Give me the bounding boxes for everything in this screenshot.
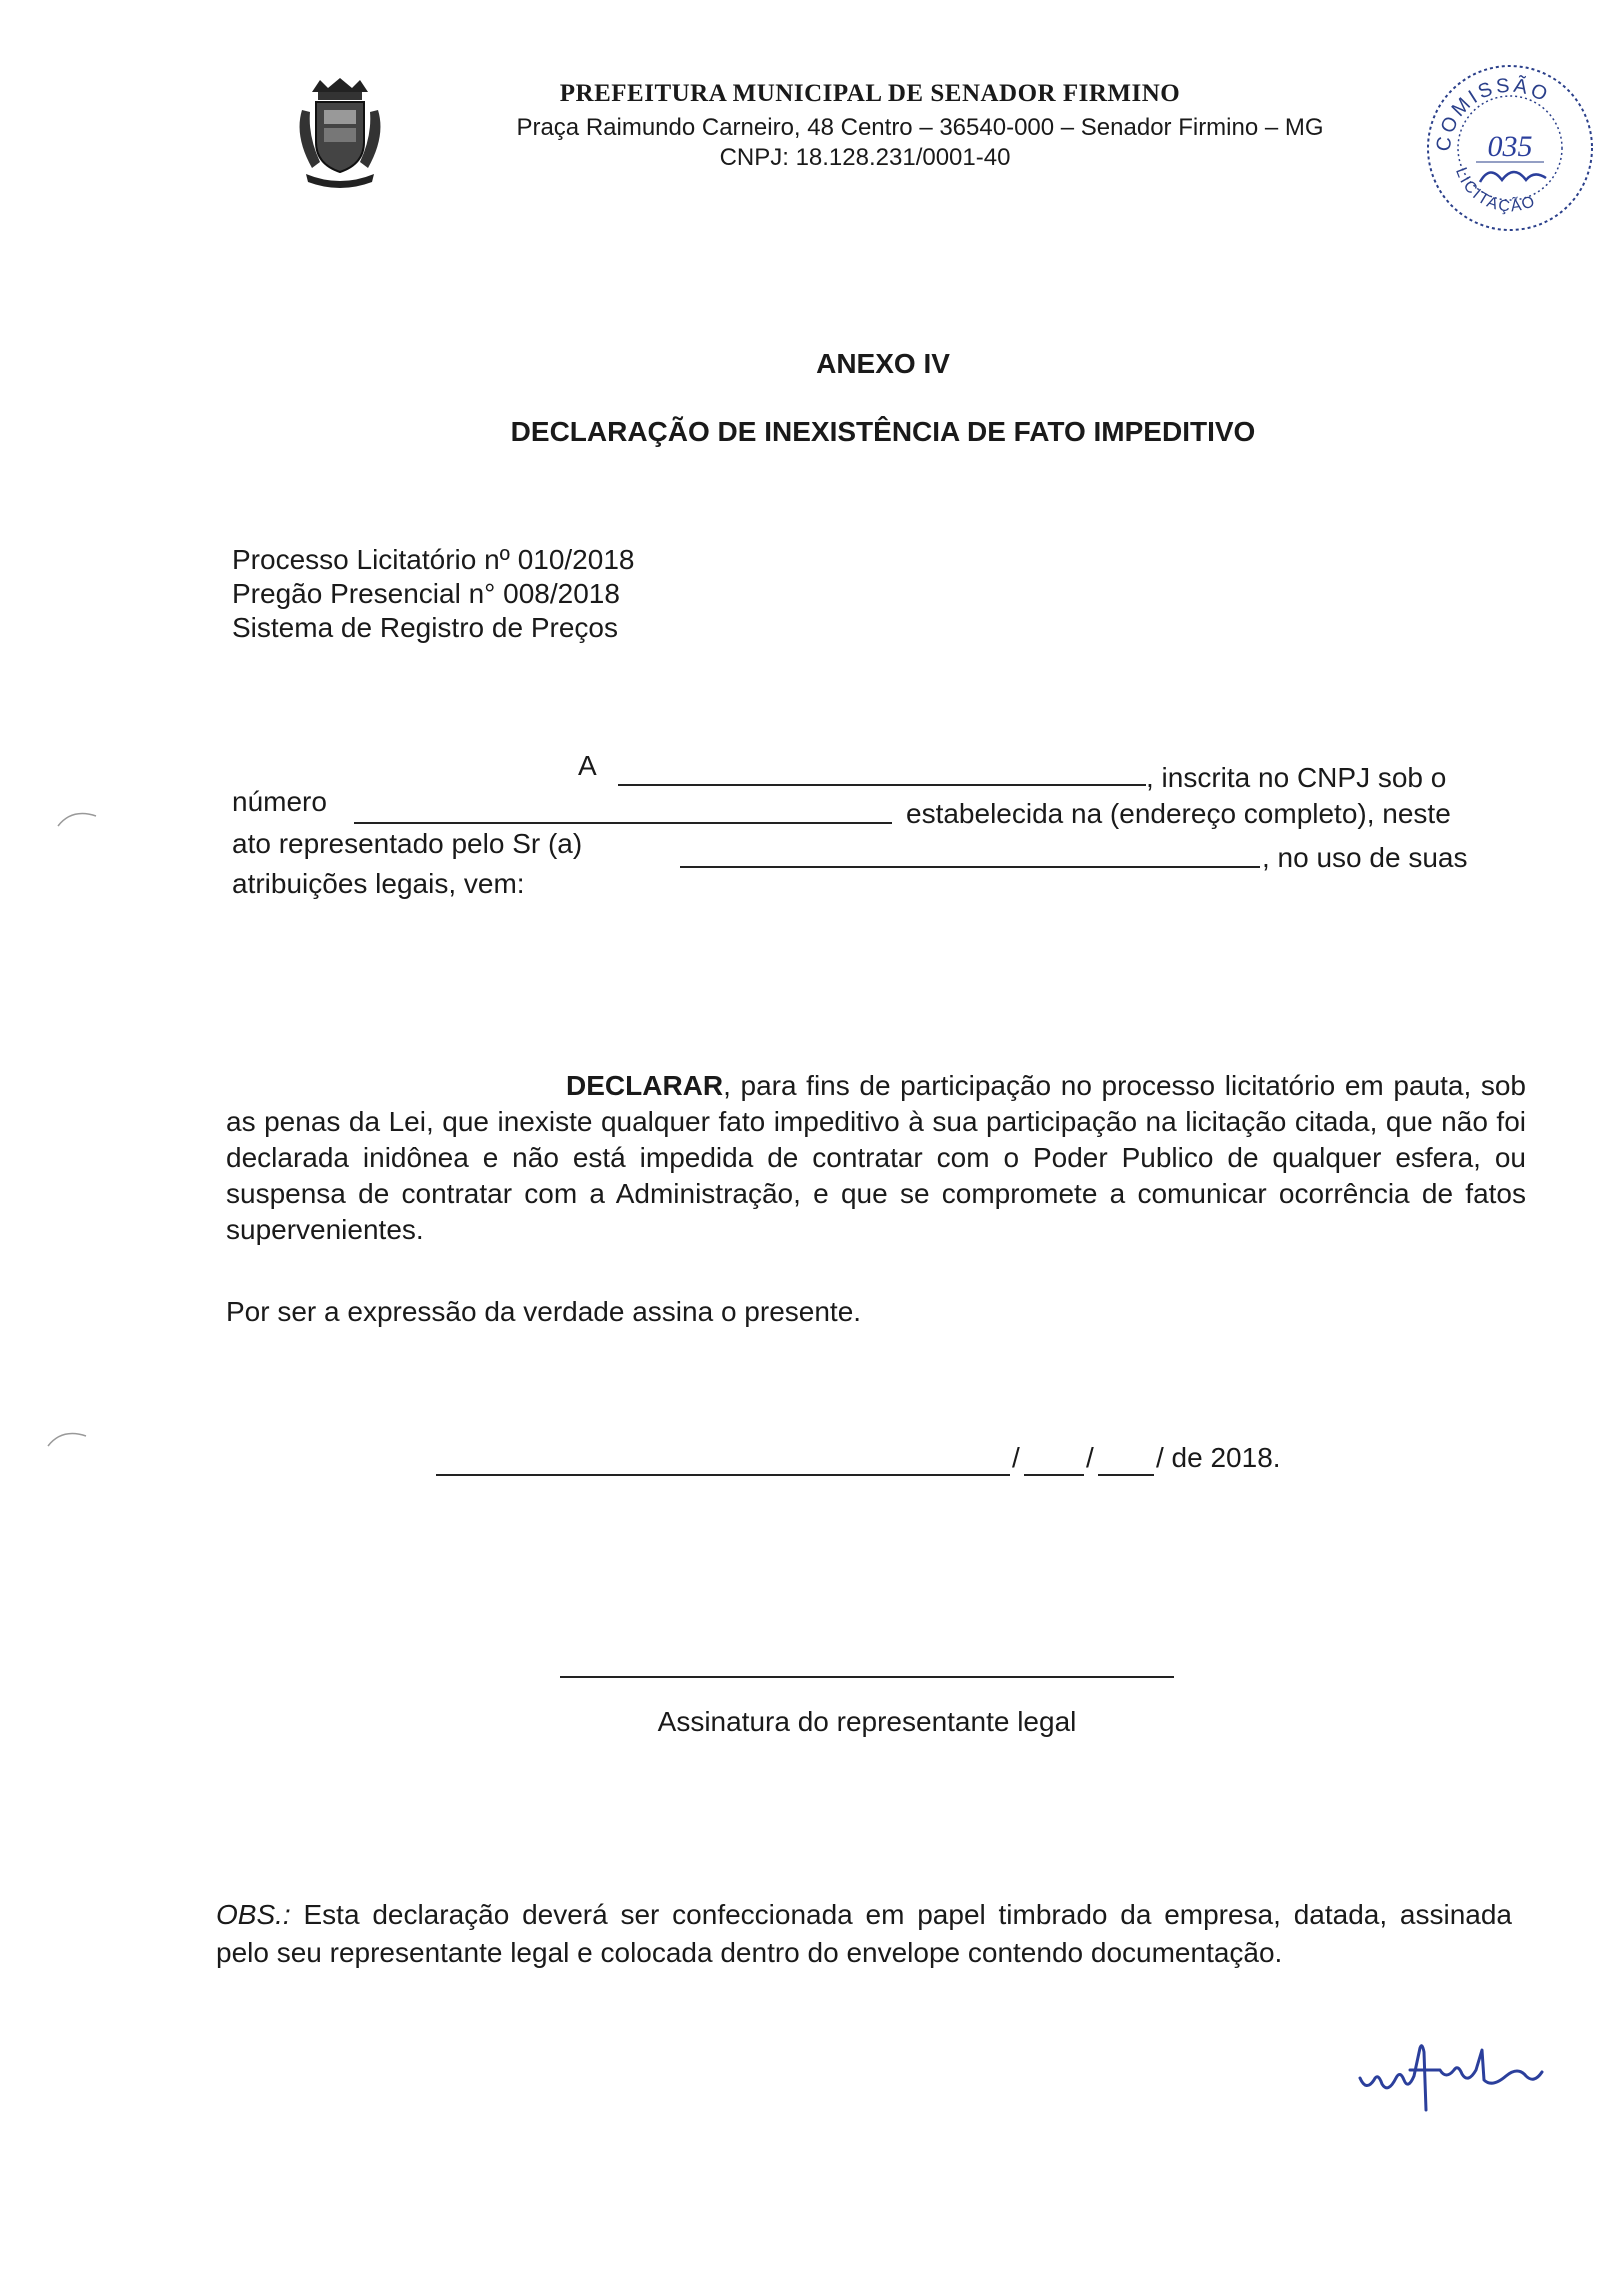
declaration-title: DECLARAÇÃO DE INEXISTÊNCIA DE FATO IMPEDITIVO (510, 416, 1256, 447)
header-address: Praça Raimundo Carneiro, 48 Centro – 36540-000 – Senador Firmino – MG (516, 114, 1324, 141)
header-title: PREFEITURA MUNICIPAL DE SENADOR FIRMINO (559, 80, 1181, 107)
company-name-blank (618, 784, 1146, 786)
pregao-number: Pregão Presencial n° 008/2018 (232, 578, 620, 609)
date-separator-1: / (1012, 1442, 1020, 1473)
header-cnpj: CNPJ: 18.128.231/0001-40 (719, 144, 1011, 171)
stamp-bottom-text: LICITAÇÃO (1452, 165, 1539, 216)
day-blank (1024, 1474, 1084, 1476)
form-cnpj-text: , inscrita no CNPJ sob o (1146, 762, 1447, 793)
margin-mark (56, 806, 98, 828)
stamp-top-text: COMISSÃO (1432, 74, 1554, 153)
signature-caption: Assinatura do representante legal (657, 1706, 1077, 1737)
month-blank (1098, 1474, 1154, 1476)
date-year: / de 2018. (1156, 1442, 1281, 1473)
annex-title: ANEXO IV (816, 348, 950, 379)
declare-keyword: DECLARAR (566, 1070, 724, 1101)
stamp-number: 035 (1487, 130, 1533, 163)
process-number: Processo Licitatório nº 010/2018 (232, 544, 635, 575)
declaration-paragraph (226, 1068, 1526, 1248)
form-established: estabelecida na (endereço completo), neste (906, 798, 1451, 829)
place-blank (436, 1474, 1010, 1476)
form-attributions: atribuições legais, vem: (232, 868, 525, 899)
obs-note (216, 1896, 1512, 1972)
declaration-text: , para fins de participação no processo licitatório em pauta, sob as penas da Lei, que inexiste qualquer fato impeditivo à sua participação na licitação citada, que não foi declarada inidônea e não está impedida de contratar com o Poder Publico de qualquer esfera, ou suspensa de contratar com a Administração, e que se compromete a comunicar ocorrência de fatos supervenientes. (226, 1070, 1526, 1245)
signature-line (560, 1676, 1174, 1678)
coat-of-arms-icon (292, 76, 388, 188)
registry-system: Sistema de Registro de Preços (232, 612, 618, 643)
margin-mark (46, 1426, 88, 1448)
obs-label: OBS.: (216, 1899, 291, 1930)
date-separator-2: / (1086, 1442, 1094, 1473)
form-a: A (578, 750, 597, 781)
cnpj-number-blank (354, 822, 892, 824)
committee-stamp (1422, 60, 1598, 236)
obs-text: Esta declaração deverá ser confeccionada em papel timbrado da empresa, datada, assinada pelo seu representante legal e colocada dentro do envelope contendo documentação. (216, 1899, 1512, 1968)
handwritten-initials (1358, 2040, 1544, 2120)
closing-sentence: Por ser a expressão da verdade assina o presente. (226, 1296, 862, 1327)
representative-blank (680, 866, 1260, 868)
form-use: , no uso de suas (1262, 842, 1468, 873)
form-represented: ato representado pelo Sr (a) (232, 828, 583, 859)
form-numero: número (232, 786, 327, 817)
